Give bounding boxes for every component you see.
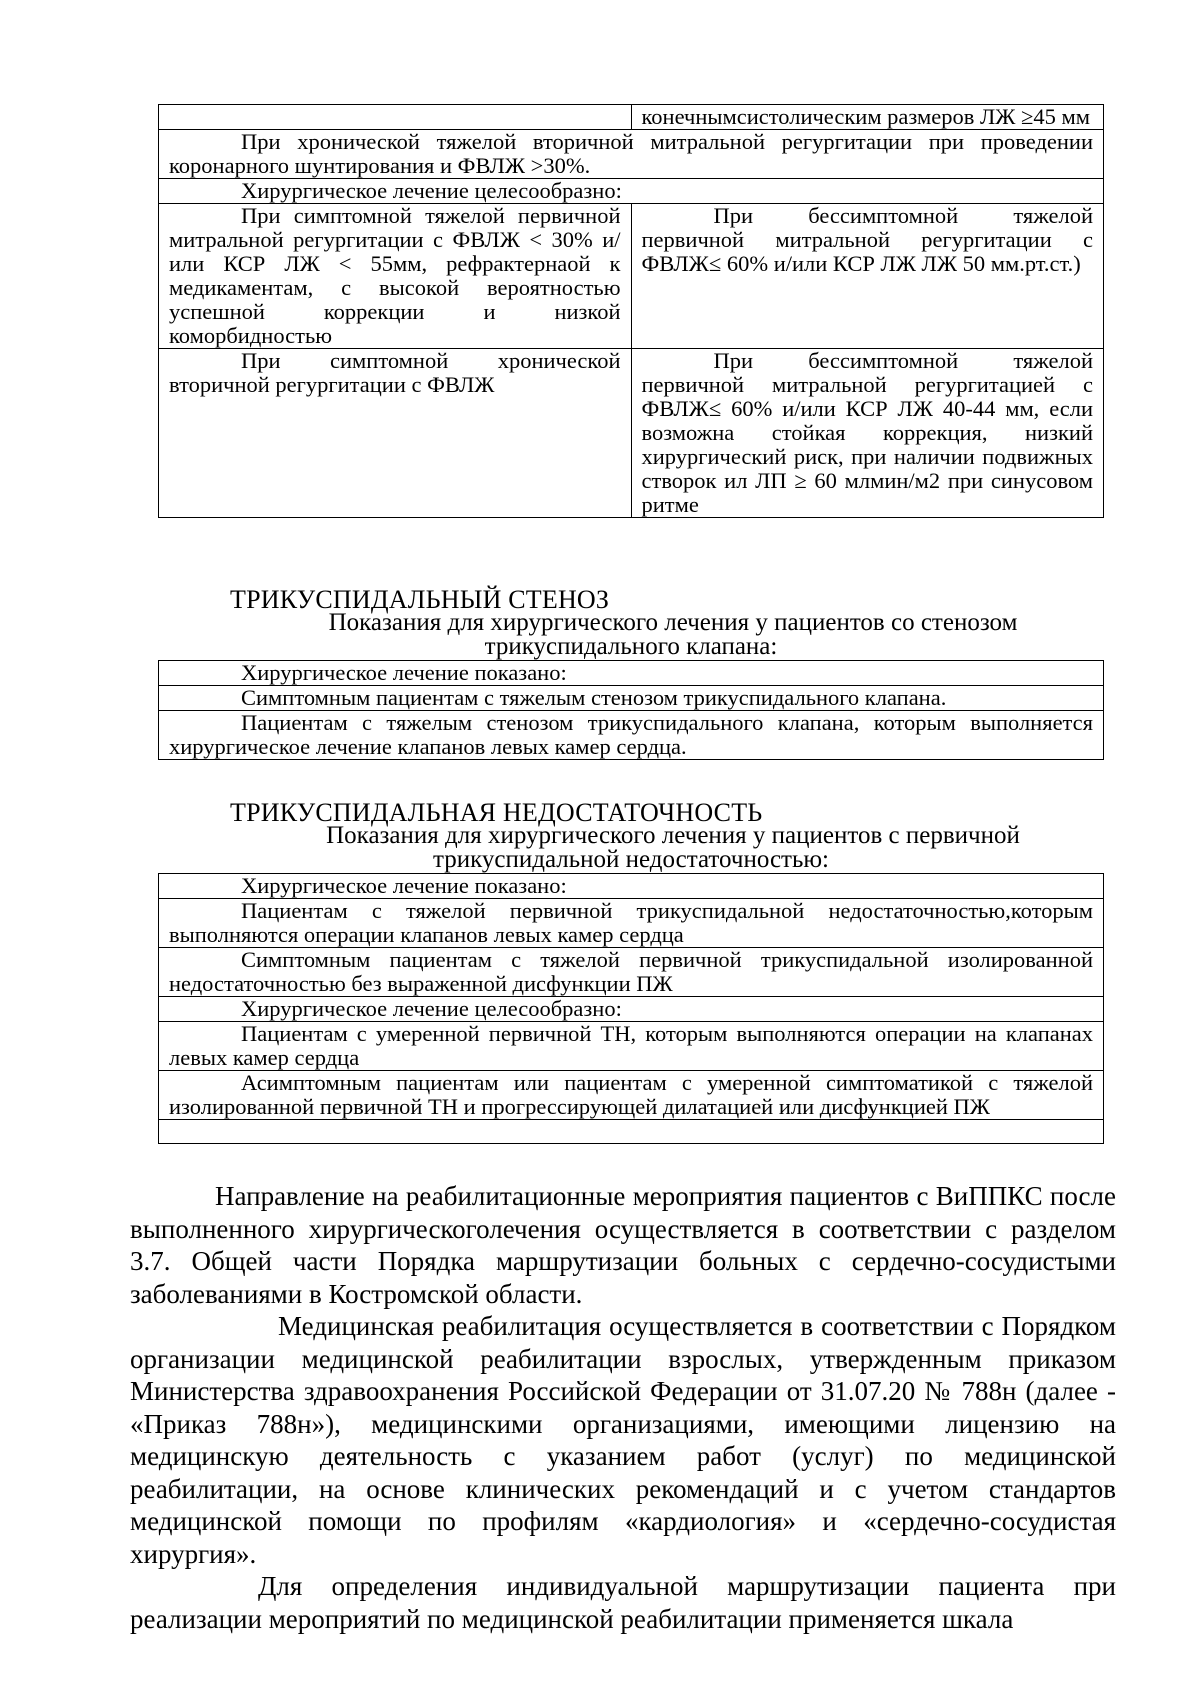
table-cell: При симптомной хронической вторичной регургитации с ФВЛЖ — [159, 349, 632, 518]
table-row — [159, 204, 1104, 349]
table-cell: конечнымсистолическим размеров ЛЖ ≥45 мм — [631, 105, 1104, 130]
paragraph-routing-scale: Для определения индивидуальной маршрутизации пациента при реализации мероприятий по медицинской реабилитации применяется шкала — [130, 1571, 1116, 1634]
subtitle-line: Показания для хирургического лечения у пациентов с первичной — [326, 822, 1020, 849]
table-cell: Пациентам с умеренной первичной ТН, которым выполняются операции на клапанах левых камер сердца — [159, 1022, 1104, 1071]
table-cell: При бессимптомной тяжелой первичной митральной регургитации с ФВЛЖ≤ 60% и/или КСР ЛЖ ЛЖ 50 мм.рт.ст.) — [631, 204, 1104, 349]
table-cell-empty — [159, 105, 632, 130]
table-cell-heading: Хирургическое лечение целесообразно: — [159, 179, 1104, 204]
section-title-tricuspid-stenosis: ТРИКУСПИДАЛЬНЫЙ СТЕНОЗ — [230, 585, 610, 614]
table-row — [159, 105, 1104, 130]
table-row — [159, 1120, 1104, 1144]
table-row — [159, 1022, 1104, 1071]
table-row — [159, 874, 1104, 899]
tricuspid-stenosis-table — [158, 660, 1104, 760]
table-cell: Симптомным пациентам с тяжелой первичной трикуспидальной изолированной недостаточностью без выраженной дисфункции ПЖ — [159, 948, 1104, 997]
table-cell-heading: Хирургическое лечение показано: — [159, 661, 1104, 686]
subtitle-line: трикуспидальной недостаточностью: — [432, 846, 829, 873]
table-row — [159, 711, 1104, 760]
table-row — [159, 179, 1104, 204]
table-row — [159, 349, 1104, 518]
table-cell: Пациентам с тяжелым стенозом трикуспидального клапана, которым выполняется хирургическое лечение клапанов левых камер сердца. — [159, 711, 1104, 760]
table-cell: Асимптомным пациентам или пациентам с умеренной симптоматикой с тяжелой изолированной первичной ТН и прогрессирующей дилатацией или дисфункцией ПЖ — [159, 1071, 1104, 1120]
paragraph-rehabilitation-referral: Направление на реабилитационные мероприятия пациентов с ВиППКС после выполненного хирургическоголечения осуществляется в соответствии с разделом 3.7. Общей части Порядка маршрутизации больных с сердечно-сосудистыми заболеваниями в Костромской области. — [130, 1181, 1116, 1309]
tricuspid-insufficiency-table — [158, 873, 1104, 1144]
subtitle-line: трикуспидального клапана: — [484, 633, 778, 660]
body-text — [130, 1180, 1116, 1635]
table-cell: Симптомным пациентам с тяжелым стенозом трикуспидального клапана. — [159, 686, 1104, 711]
section-title-tricuspid-insufficiency: ТРИКУСПИДАЛЬНАЯ НЕДОСТАТОЧНОСТЬ — [230, 798, 763, 827]
table-row — [159, 1071, 1104, 1120]
table-row — [159, 686, 1104, 711]
subtitle-line: Показания для хирургического лечения у пациентов со стенозом — [328, 609, 1018, 636]
table-row — [159, 130, 1104, 179]
table-cell: При симптомной тяжелой первичной митральной регургитации с ФВЛЖ < 30% и/или КСР ЛЖ < 55мм, рефрактернаой к медикаментам, с высокой вероятностью успешной коррекции и низкой коморбидностью — [159, 204, 632, 349]
table-cell-heading: Хирургическое лечение показано: — [159, 874, 1104, 899]
table-cell-heading: Хирургическое лечение целесообразно: — [159, 997, 1104, 1022]
table-cell: Пациентам с тяжелой первичной трикуспидальной недостаточностью,которым выполняются операции клапанов левых камер сердца — [159, 899, 1104, 948]
section-subtitle — [158, 611, 1104, 659]
table-row — [159, 997, 1104, 1022]
section-subtitle — [158, 824, 1104, 872]
table-cell: При хронической тяжелой вторичной митральной регургитации при проведении коронарного шунтирования и ФВЛЖ >30%. — [159, 130, 1104, 179]
table-cell-empty — [159, 1120, 1104, 1144]
mitral-indications-table — [158, 104, 1104, 518]
table-row — [159, 661, 1104, 686]
table-cell: При бессимптомной тяжелой первичной митральной регургитацией с ФВЛЖ≤ 60% и/или КСР ЛЖ 40-44 мм, если возможна стойкая коррекция, низкий хирургический риск, при наличии подвижных створок ил ЛП ≥ 60 млмин/м2 при синусовом ритме — [631, 349, 1104, 518]
table-row — [159, 948, 1104, 997]
table-row — [159, 899, 1104, 948]
paragraph-medical-rehabilitation: Медицинская реабилитация осуществляется в соответствии с Порядком организации медицинской реабилитации взрослых, утвержденным приказом Министерства здравоохранения Российской Федерации от 31.07.20 № 788н (далее - «Приказ 788н»), медицинскими организациями, имеющими лицензию на медицинскую деятельность с указанием работ (услуг) по медицинской реабилитации, на основе клинических рекомендаций и с учетом стандартов медицинской помощи по профилям «кардиология» и «сердечно-сосудистая хирургия». — [130, 1311, 1116, 1569]
